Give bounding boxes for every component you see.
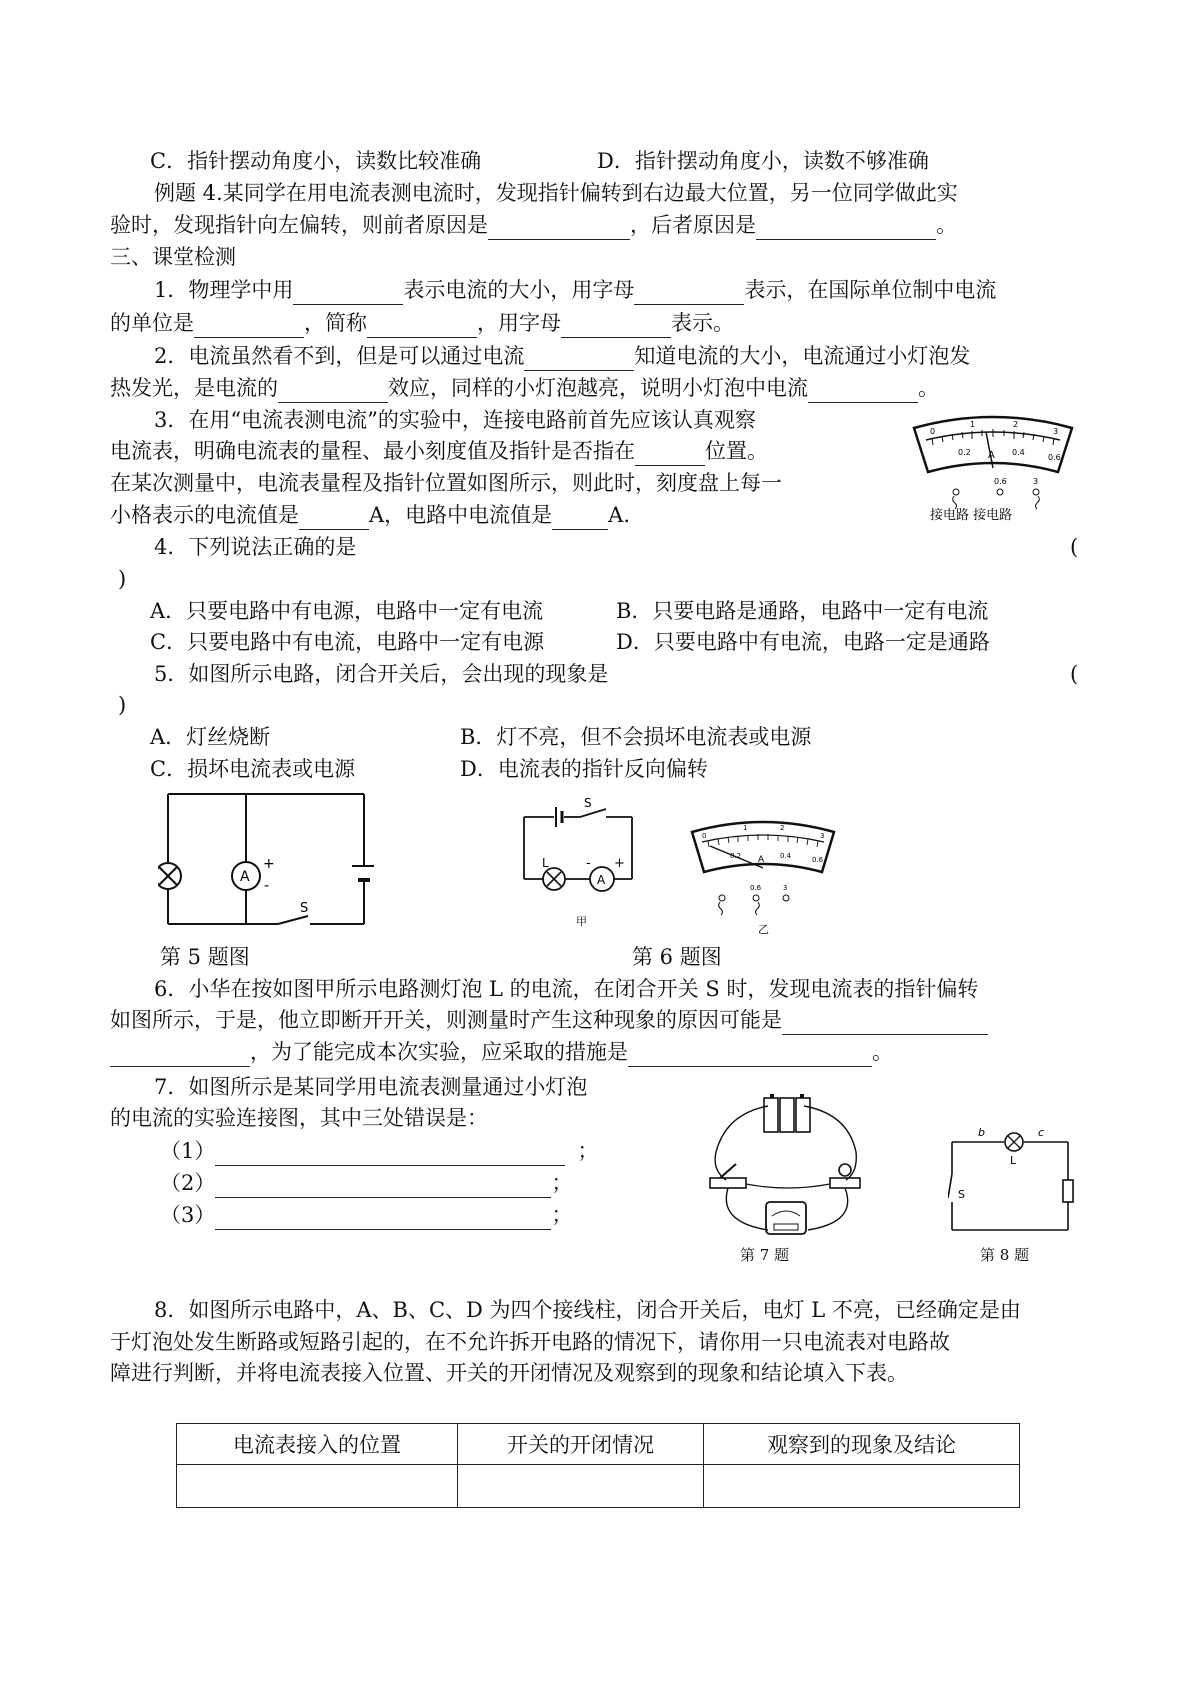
switch-label: S [584,796,592,810]
q2-line2: 热发光，是电流的 效应，同样的小灯泡越亮，说明小灯泡中电流 。 [110,373,939,403]
example4-line2: 验时，发现指针向左偏转，则前者原因是 ，后者原因是 。 [110,210,957,240]
terminal-icon [719,895,725,901]
q5-option-a: A．灯丝烧断 [150,725,271,749]
meter-label: 0.4 [1012,448,1025,457]
terminal-c-label: c [1038,1126,1045,1139]
table-cell[interactable] [458,1465,704,1508]
meter-label: A [758,855,765,865]
q7-line1: 7．如图所示是某同学用电流表测量通过小灯泡 [154,1075,588,1099]
q3-line4: 小格表示的电流值是 A，电路中电流值是 A. [110,500,630,530]
switch-label: S [300,901,309,916]
prev-option-c: C．指针摆动角度小，读数比较准确 [150,149,482,173]
meter-label: 2 [1013,420,1019,429]
table-header: 开关的开闭情况 [458,1424,704,1465]
fig7-wiring-diagram [708,1092,868,1240]
resistor-icon [1063,1180,1073,1202]
switch-icon [948,1174,952,1198]
fig7-caption: 第 7 题 [740,1246,790,1264]
q4-paren-close: ) [118,567,127,591]
meter-label: 0.2 [958,448,971,457]
answer-blank[interactable] [756,217,936,240]
meter-label: 1 [970,420,976,429]
answer-blank[interactable] [524,348,634,371]
table-cell[interactable] [704,1465,1020,1508]
terminal-icon [1033,489,1039,495]
meter-label: 0.4 [780,852,792,860]
plus-label: + [263,856,275,872]
meter-label: 2 [780,824,785,832]
lamp-label: L [1010,1154,1017,1167]
fig6-yi-meter [688,816,838,936]
example4-line1: 例题 4.某同学在用电流表测电流时，发现指针偏转到右边最大位置，另一位同学做此实 [154,181,958,205]
terminal-icon [783,895,789,901]
answer-table [176,1423,1020,1508]
lamp-label: L [542,856,549,870]
q8-line2: 于灯泡处发生断路或短路引起的，在不允许拆开电路的情况下，请你用一只电流表对电路故 [110,1330,950,1354]
switch-icon [710,1164,746,1188]
answer-blank[interactable] [635,443,705,466]
terminal-label: 3 [1033,477,1039,486]
q5-option-d: D．电流表的指针反向偏转 [460,757,708,781]
answer-blank[interactable] [634,282,744,305]
answer-blank[interactable] [215,1207,551,1230]
meter-label: 0 [930,427,936,436]
answer-blank[interactable] [782,1012,988,1035]
answer-blank[interactable] [299,507,369,530]
answer-blank[interactable] [278,380,388,403]
q3-line1: 3．在用“电流表测电流”的实验中，连接电路前首先应该认真观察 [154,408,756,432]
fig5-caption: 第 5 题图 [160,945,250,969]
q5-option-b: B．灯不亮，但不会损坏电流表或电源 [460,725,812,749]
answer-blank[interactable] [367,315,477,338]
fig5-circuit [158,788,374,930]
q4-option-d: D．只要电路中有电流，电路一定是通路 [616,630,990,654]
ammeter-label: A [240,869,250,885]
table-header-row [177,1424,1020,1465]
meter-label: 1 [743,824,748,832]
answer-blank[interactable] [194,315,304,338]
terminal-label: 0.6 [994,477,1007,486]
q6-line1: 6．小华在按如图甲所示电路测灯泡 L 的电流，在闭合开关 S 时，发现电流表的指针偏转 [154,977,979,1001]
q8-line3: 障进行判断，并将电流表接入位置、开关的开闭情况及观察到的现象和结论填入下表。 [110,1361,908,1385]
fig8-circuit [948,1120,1078,1240]
meter-label: 3 [1053,427,1059,436]
q7-item-1: （1） ； [160,1136,598,1166]
q6-line2: 如图所示，于是，他立即断开开关，则测量时产生这种现象的原因可能是 [110,1005,988,1035]
terminal-b-label: b [978,1126,985,1139]
q4-stem: 4．下列说法正确的是 [154,535,357,559]
answer-blank[interactable] [215,1143,565,1166]
minus-label: - [264,878,270,894]
terminal-icon [753,895,759,901]
fig6-jia-circuit [520,795,640,931]
terminal-caption: 接电路 接电路 [930,508,1013,522]
q5-option-c: C．损坏电流表或电源 [150,757,356,781]
meter-label: 3 [820,832,825,840]
meter-label: 0.6 [812,856,824,864]
q2-line1: 2．电流虽然看不到，但是可以通过电流 知道电流的大小，电流通过小灯泡发 [154,341,970,371]
meter-label: 0.2 [730,852,742,860]
q3-line3: 在某次测量中，电流表量程及指针位置如图所示，则此时，刻度盘上每一 [110,471,782,495]
ammeter-icon [766,1202,806,1234]
terminal-label: 0.6 [750,884,762,892]
terminal-icon [953,489,959,495]
table-header: 电流表接入的位置 [177,1424,458,1465]
answer-blank[interactable] [110,1044,250,1067]
table-row [177,1465,1020,1508]
meter-label: A [988,450,995,461]
battery-icon [764,1094,810,1132]
minus-label: - [586,856,591,871]
table-cell[interactable] [177,1465,458,1508]
q5-paren-open: ( [1070,662,1079,686]
q8-line1: 8．如图所示电路中，A、B、C、D 为四个接线柱，闭合开关后，电灯 L 不亮，已经确定是由 [154,1298,1021,1322]
fig-jia-label: 甲 [576,915,587,928]
q7-line2: 的电流的实验连接图，其中三处错误是： [110,1106,488,1130]
answer-blank[interactable] [808,380,918,403]
fig-yi-label: 乙 [758,923,769,936]
q5-stem: 5．如图所示电路，闭合开关后，会出现的现象是 [154,662,609,686]
q4-option-a: A．只要电路中有电源，电路中一定有电流 [150,599,544,623]
section-title: 三、课堂检测 [110,245,236,269]
q1-line2: 的单位是 ，简称 ，用字母 表示。 [110,308,734,338]
plus-label: + [614,856,625,871]
answer-blank[interactable] [552,507,608,530]
answer-blank[interactable] [215,1175,551,1198]
fig6-caption: 第 6 题图 [632,945,722,969]
q4-option-b: B．只要电路是通路，电路中一定有电流 [616,599,989,623]
answer-blank[interactable] [488,217,630,240]
q4-option-c: C．只要电路中有电流，电路中一定有电源 [150,630,545,654]
switch-label: S [958,1188,965,1201]
prev-option-d: D．指针摆动角度小，读数不够准确 [597,149,929,173]
lamp-icon [158,863,181,889]
q7-item-3: （3） ； [160,1200,572,1230]
answer-blank[interactable] [293,282,403,305]
answer-blank[interactable] [628,1044,872,1067]
meter-label: 0 [702,832,707,840]
answer-blank[interactable] [561,315,671,338]
terminal-icon [997,489,1003,495]
terminal-label: 3 [783,884,788,892]
q5-paren-close: ) [118,693,127,717]
q6-line3: ，为了能完成本次实验，应采取的措施是 。 [110,1037,893,1067]
q3-line2: 电流表，明确电流表的量程、最小刻度值及指针是否指在 位置。 [110,436,768,466]
q4-paren-open: ( [1070,535,1079,559]
lamp-icon [543,868,565,890]
q7-item-2: （2） ； [160,1168,572,1198]
table-header: 观察到的现象及结论 [704,1424,1020,1465]
ammeter-label: A [597,873,606,887]
q3-ammeter-figure [908,410,1078,522]
meter-label: 0.6 [1048,453,1061,462]
q1-line1: 1．物理学中用 表示电流的大小，用字母 表示，在国际单位制中电流 [154,275,996,305]
fig8-caption: 第 8 题 [980,1246,1030,1264]
meter-face [914,417,1072,472]
lamp-icon [1005,1133,1023,1151]
